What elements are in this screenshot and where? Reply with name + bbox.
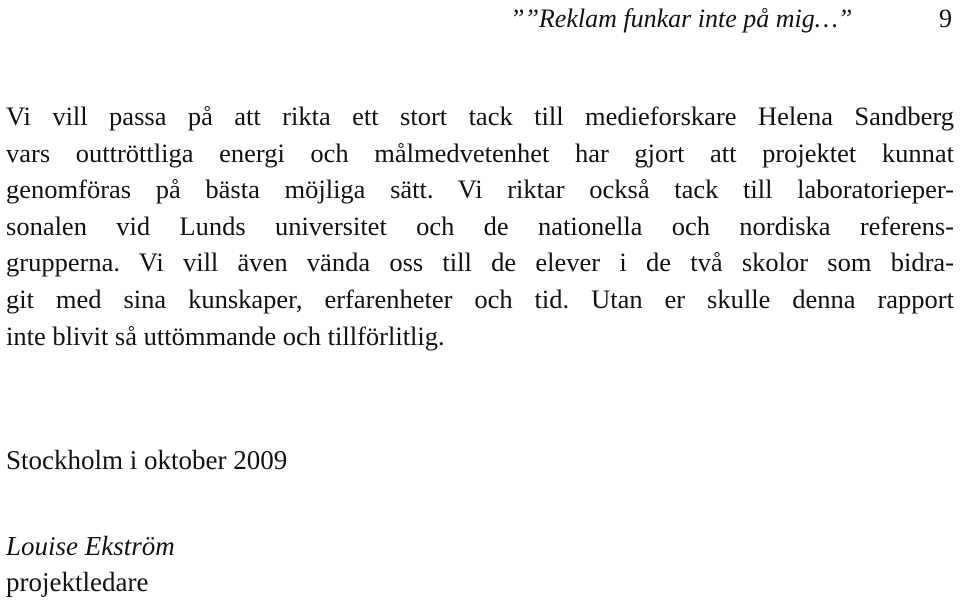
acknowledgement-paragraph bbox=[6, 98, 954, 354]
place-and-date: Stockholm i oktober 2009 bbox=[6, 445, 288, 475]
paragraph-line: sonalen vid Lunds universitet och de nationella och nordiska referens- bbox=[6, 210, 954, 241]
signatory-role: projektledare bbox=[6, 567, 149, 597]
signature-block bbox=[6, 528, 175, 600]
paragraph-line: Vi vill passa på att rikta ett stort tack till medieforskare Helena Sandberg bbox=[6, 101, 954, 131]
paragraph-line: inte blivit så uttömmande och tillförlitlig. bbox=[6, 320, 445, 351]
running-header bbox=[510, 2, 956, 36]
paragraph-line: genomföras på bästa möjliga sätt. Vi riktar också tack till laboratorieper- bbox=[6, 174, 954, 205]
page-number: 9 bbox=[939, 4, 952, 33]
paragraph-line: grupperna. Vi vill även vända oss till de elever i de två skolor som bidra- bbox=[6, 247, 954, 278]
signatory-name: Louise Ekström bbox=[6, 531, 175, 561]
paragraph-line: vars outtröttliga energi och målmedvetenhet har gjort att projektet kunnat bbox=[6, 137, 954, 168]
paragraph-line: git med sina kunskaper, erfarenheter och tid. Utan er skulle denna rapport bbox=[6, 283, 954, 314]
header-title: ””Reklam funkar inte på mig…” bbox=[510, 4, 853, 33]
